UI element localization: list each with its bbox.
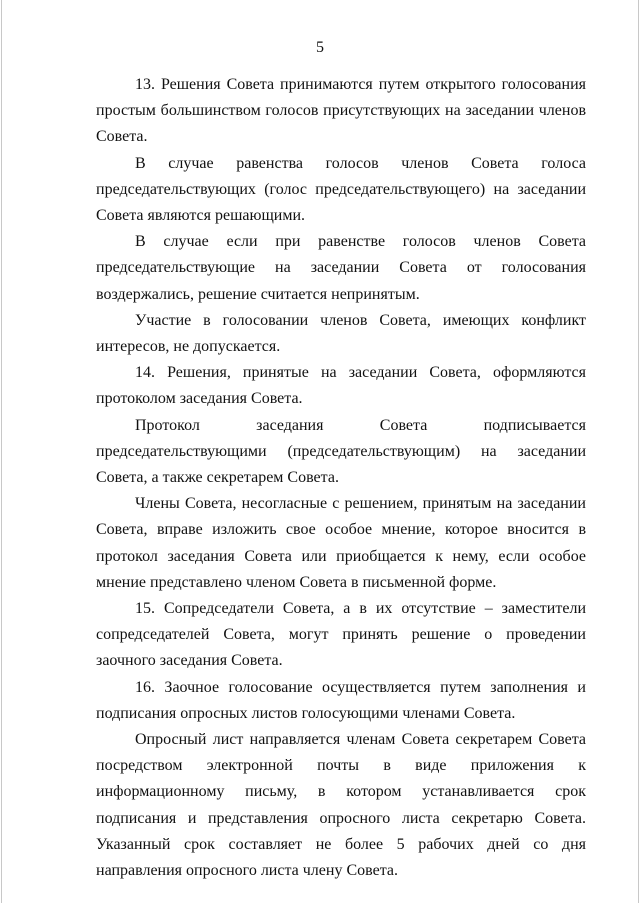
paragraph-dissenting-opinion: Члены Совета, несогласные с решением, принятым на заседании Совета, вправе изложить свое особое мнение, которое вносится в протокол заседания Совета или приобщается к нему, если особое мнение представлено членом Совета в письменной форме. [96, 495, 586, 591]
paragraph-tie-vote: В случае равенства голосов членов Совета голоса председательствующих (голос председательствующего) на заседании Совета являются решающими. [96, 154, 586, 225]
paragraph-14-minutes: 14. Решения, принятые на заседании Совета, оформляются протоколом заседания Совета. [96, 364, 586, 408]
paragraph-16-absentee-vote: 16. Заочное голосование осуществляется путем заполнения и подписания опросных листов голосующими членами Совета. [96, 678, 586, 722]
paragraph-minutes-signature: Протокол заседания Совета подписывается председательствующими (председательствующим) на заседании Совета, а также секретарем Совета. [96, 416, 586, 487]
paragraph-conflict-of-interest: Участие в голосовании членов Совета, имеющих конфликт интересов, не допускается. [96, 311, 586, 356]
document-body [96, 72, 586, 884]
paragraph-15-absentee-meeting: 15. Сопредседатели Совета, а в их отсутствие – заместители сопредседателей Совета, могут принять решение о проведении заочного заседания Совета. [96, 600, 586, 670]
page-right-edge [638, 0, 639, 903]
page-left-edge [1, 0, 2, 903]
page-number: 5 [316, 39, 324, 56]
paragraph-13-decisions: 13. Решения Совета принимаются путем открытого голосования простым большинством голосов присутствующих на заседании членов Совета. [96, 76, 586, 146]
paragraph-questionnaire: Опросный лист направляется членам Совета секретарем Совета посредством электронной почты в виде приложения к информационному письму, в котором устанавливается срок подписания и представления опросного листа секретарю Совета. Указанный срок составляет не более 5 рабочих дней со дня направления опросного листа члену Совета. [96, 731, 586, 880]
paragraph-abstention: В случае если при равенстве голосов членов Совета председательствующие на заседании Совета от голосования воздержались, решение считается непринятым. [96, 233, 586, 303]
